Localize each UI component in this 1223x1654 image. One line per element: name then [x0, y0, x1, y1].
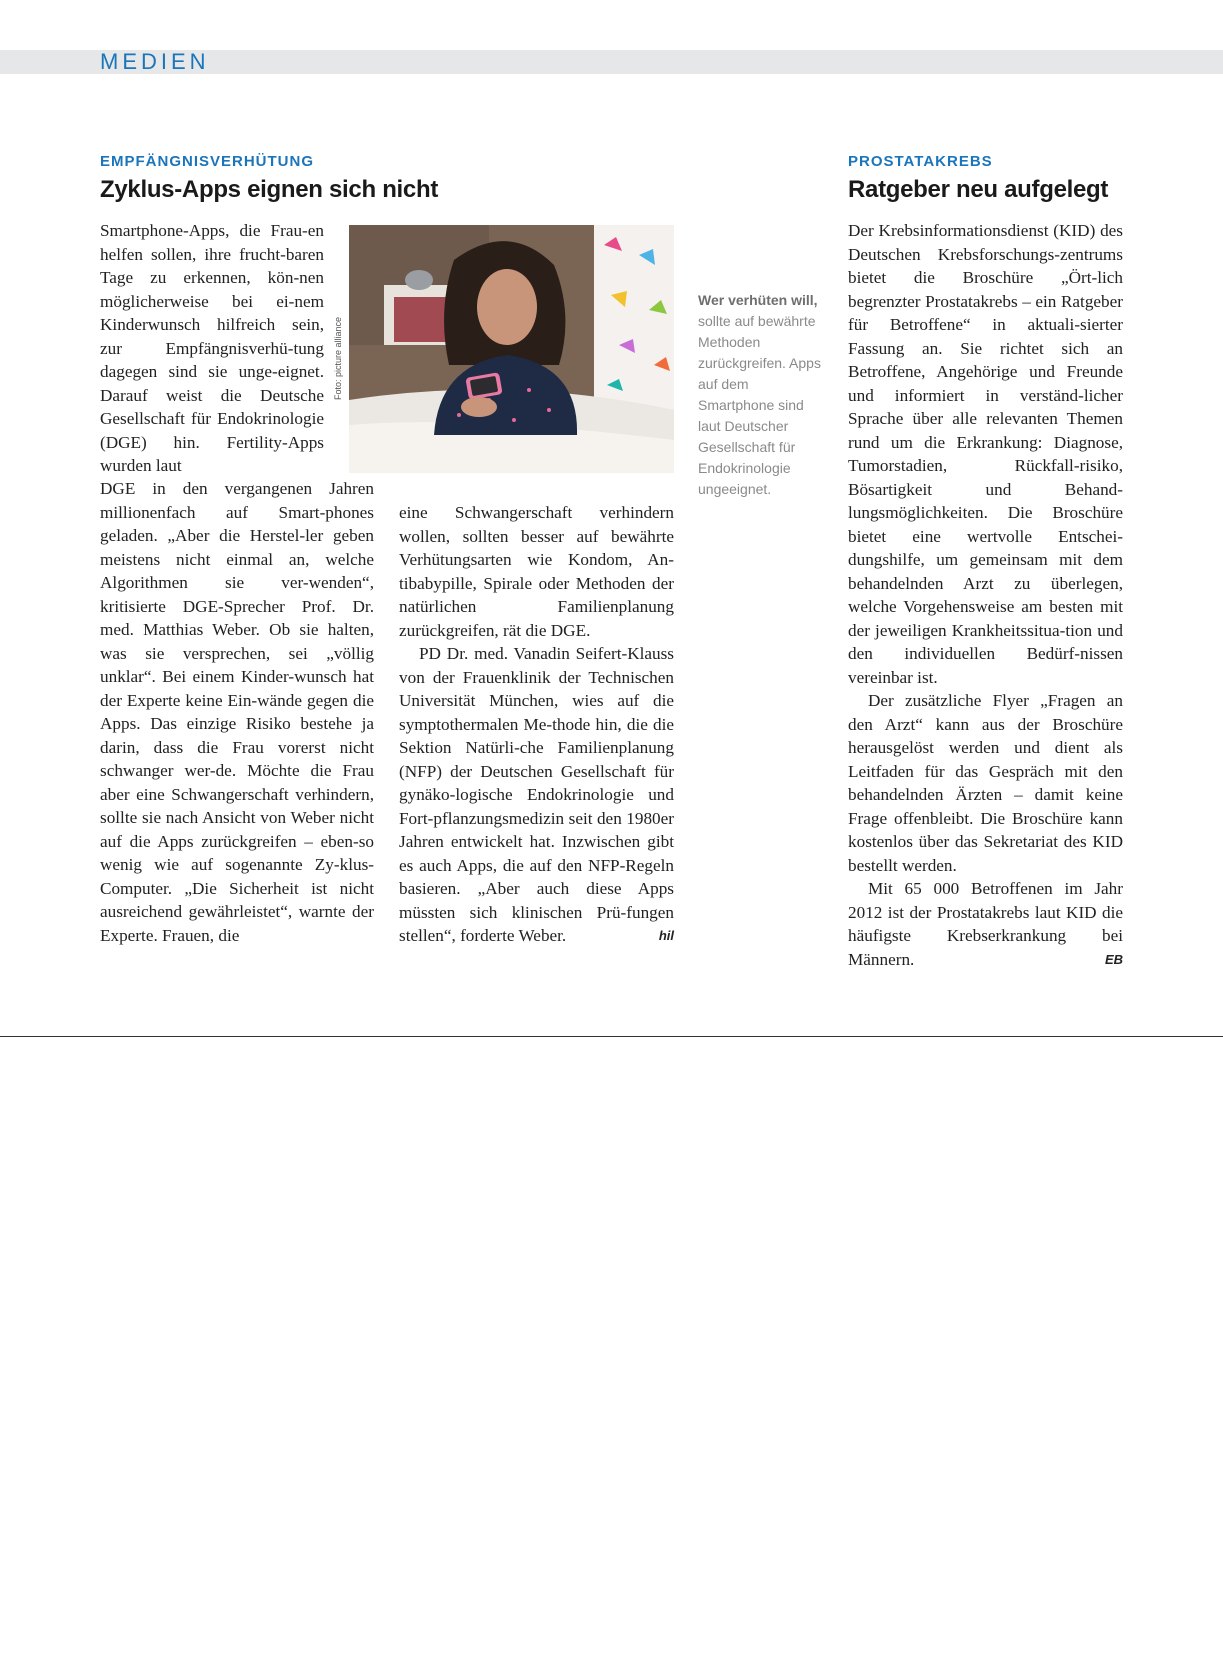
article2-title: Ratgeber neu aufgelegt	[848, 176, 1109, 203]
article1-paragraph: DGE in den vergangenen Jahren millionenfach auf Smart-phones geladen. „Aber die Herstel-ler geben meistens nicht einmal an, welche Algorithmen sie ver-wenden“, kritisierte DGE-Sprecher Prof. Dr. med. Matthias Weber. Ob sie halten, was sie versprechen, sei „völlig unklar“. Bei einem Kinder-wunsch hat der Experte keine Ein-wände gegen die Apps. Das einzige Risiko bestehe ja darin, dass die Frau vorerst nicht schwanger wer-de. Möchte die Frau aber eine Schwangerschaft verhindern, sollte sie nach Ansicht von Weber nicht auf die Apps zurückgreifen – eben-so wenig wie auf sogenannte Zy-klus-Computer. „Die Sicherheit ist nicht ausreichend gewährleistet“, warnte der Experte. Frauen, die	[100, 479, 374, 945]
page-divider	[0, 1036, 1223, 1037]
article-photo	[349, 225, 674, 473]
article2-kicker: PROSTATAKREBS	[848, 153, 993, 170]
article2-paragraph-text: Mit 65 000 Betroffenen im Jahr 2012 ist der Prostatakrebs laut KID die häufigste Krebserkrankung bei Männern.	[848, 879, 1123, 969]
author-signature: hil	[658, 928, 674, 943]
caption-lead: Wer verhüten will,	[698, 292, 818, 308]
section-label: MEDIEN	[100, 49, 210, 74]
article2-paragraph: Der Krebsinformationsdienst (KID) des Deutschen Krebsforschungs-zentrums bietet die Broschüre „Ört-lich begrenzter Prostatakrebs – ein Ratgeber für Betroffene“ in aktuali-sierter Fassung an. Sie richtet sich an Betroffene, Angehörige und Freunde und informiert in verständ-licher Sprache über alle relevanten Themen rund um die Erkrankung: Diagnose, Tumorstadien, Rückfall-risiko, Bösartigkeit und Behand-lungsmöglichkeiten. Die Broschüre bietet eine wertvolle Entschei-dungshilfe, um gemeinsam mit dem behandelnden Arzt zu überlegen, welche Vorgehensweise am besten mit der jeweiligen Krankheitssitua-tion und den individuellen Bedürf-nissen vereinbar ist.	[848, 221, 1123, 687]
article1-column2	[399, 501, 674, 948]
article1-paragraph	[399, 642, 674, 948]
article1-kicker: EMPFÄNGNISVERHÜTUNG	[100, 153, 315, 170]
article1-column1-bottom	[100, 477, 374, 947]
article2-paragraph	[848, 877, 1123, 971]
article1-paragraph: eine Schwangerschaft verhindern wollen, sollten besser auf bewährte Verhütungsarten wie Kondom, An-tibabypille, Spirale oder Methoden der natürlichen Familienplanung zurückgreifen, rät die DGE.	[399, 503, 674, 640]
caption-text: sollte auf bewährte Methoden zurückgreifen. Apps auf dem Smartphone sind laut Deutscher Gesellschaft für Endokrinologie ungeeignet.	[698, 313, 821, 497]
article2-column	[848, 219, 1123, 971]
article2-paragraph: Der zusätzliche Flyer „Fragen an den Arzt“ kann aus der Broschüre herausgelöst werden und dient als Leitfaden für das Gespräch mit den behandelnden Ärzten – damit keine Frage offenbleibt. Die Broschüre kann kostenlos über das Sekretariat des KID bestellt werden.	[848, 691, 1123, 875]
article1-paragraph: Smartphone-Apps, die Frau-en helfen sollen, ihre frucht-baren Tage zu erkennen, kön-nen möglicherweise bei ei-nem Kinderwunsch hilfreich sein, zur Empfängnisverhü-tung dagegen sind sie unge-eignet. Darauf weist die Deutsche Gesellschaft für Endokrinologie (DGE) hin. Fertility-Apps wurden laut	[100, 221, 324, 475]
photo-caption	[698, 290, 828, 500]
article1-title: Zyklus-Apps eignen sich nicht	[100, 176, 439, 203]
author-signature: EB	[1104, 951, 1123, 967]
photo-credit: Foto: picture alliance	[333, 316, 343, 400]
woman-with-smartphone-image	[349, 225, 674, 473]
article1-paragraph-text: PD Dr. med. Vanadin Seifert-Klauss von der Frauenklinik der Technischen Universität München, wies auf die symptothermalen Me-thode hin, die die Sektion Natürli-che Familienplanung (NFP) der Deutschen Gesellschaft für gynäko-logische Endokrinologie und Fort-pflanzungsmedizin seit den 1980er Jahren entwickelt hat. Inzwischen gibt es auch Apps, die auf den NFP-Regeln basieren. „Aber auch diese Apps müssten sich klinischen Prü-fungen stellen“, forderte Weber.	[399, 644, 674, 945]
article1-column1-top	[100, 219, 324, 478]
